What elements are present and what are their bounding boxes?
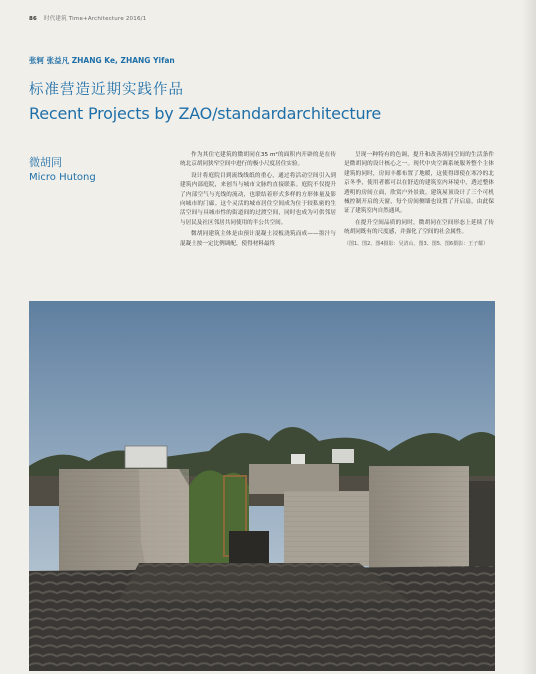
running-header	[29, 14, 146, 22]
journal-name: 时代建筑 Time+Architecture 2016/1	[44, 16, 147, 22]
project-name-english: Micro Hutong	[29, 172, 96, 183]
project-photo	[29, 301, 495, 671]
body-column-2	[344, 151, 494, 251]
page-spine-shadow	[522, 0, 536, 674]
paragraph: 呈现一种特有的色调，提升和改善胡同空间的生活条件是微胡同的设计核心之一。现代中央空调系统服务整个主体建筑的同时，房间丰都布置了地暖，这使得即使在寒冷的北京冬季，使用者都可以在舒适的建筑室内环境中，透过整体透明的房间立面，欣赏户外景致。建筑屋顶设计了三个可机械控制开启的天窗，每个房间侧墙也设置了开启扇，由此保证了建筑室内自然通风。	[344, 152, 494, 215]
authors: 张轲 张益凡 ZHANG Ke, ZHANG Yifan	[29, 56, 175, 65]
page-title-english: Recent Projects by ZAO/standardarchitecture	[29, 104, 382, 123]
rooftop-photo-illustration	[29, 301, 495, 671]
paragraph: 在提升空间品质的同时，微胡同在空间形态上延续了传统胡同既有的尺度感，并强化了空间的社会属性。	[344, 219, 494, 236]
photo-credit-caption: （图1、图2、图4摄影：吴清山，图3、图5、图6摄影：王子耀）	[344, 240, 489, 247]
paragraph: 微胡同建筑主体是由预计混凝土浸板浇筑而成——墨汁与混凝土按一定比例调配，使得材料最终	[180, 231, 336, 247]
paragraph: 作为其住宅建筑的微胡同在35 m²的面积内开辟的是在传统北京胡同狭窄空间中进行的极小尺度居住实验。	[180, 152, 336, 168]
body-column-1	[180, 151, 336, 251]
page-title-chinese: 标准营造近期实践作品	[29, 82, 184, 98]
project-name-chinese: 微胡同	[29, 156, 62, 169]
paragraph: 设计将庭院目到流线线纸的重心，通过将活动空间引入到建筑内部庭院，来创当与城市文脉约直接联系。庭院不仅提升了内部空气与光线的流动，也联结着形式多样的方形体量及影向城市的门廊。这个灵活的城市居住空间成为位于较私密的生活空间与具城市性的街道间的过渡空间，同时也成为可供邻居与居民及社区邻居共同使用的半公共空间。	[180, 172, 336, 226]
page-number: 86	[29, 16, 38, 22]
